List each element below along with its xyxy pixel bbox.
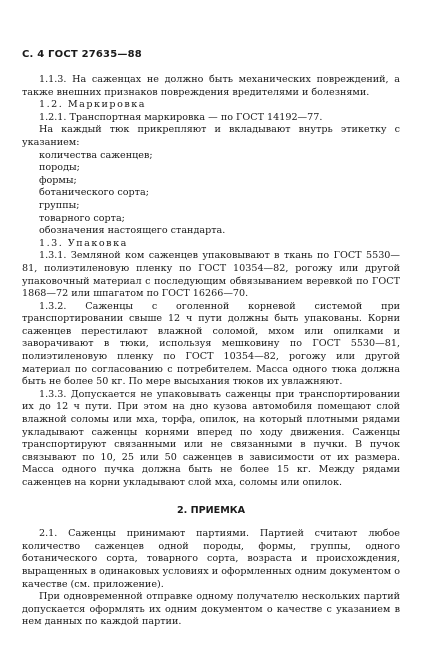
subheading-marking: 1.2. Маркировка	[39, 99, 146, 111]
list-item: товарного сорта;	[39, 212, 125, 224]
paragraph-2-1: 2.1. Саженцы принимают партиями. Партией считают любое количество саженцев одной породы, формы, группы, одного ботанического сорта, товарного сорта, возраста и происхождения, выращенных в одинаковых условиях и оформленных одним документом о качестве (см. приложение).	[22, 528, 400, 590]
paragraph-1-3-1: 1.3.1. Земляной ком саженцев упаковывают в ткань по ГОСТ 5530—81, полиэтиленовую пленку по ГОСТ 10354—82, рогожу или другой упаковочный материал с последующим обвязыванием веревкой по ГОСТ 1868—72 или шпагатом по ГОСТ 16266—70.	[22, 250, 400, 300]
paragraph-1-2-1-label: На каждый тюк прикрепляют и вкладывают внутрь этикетку с указанием:	[22, 124, 400, 148]
paragraph-1-3-2: 1.3.2. Саженцы с оголенной корневой системой при транспортировании свыше 12 ч пути должны быть упакованы. Корни саженцев перестилают влажной соломой, мхом или опилками и заворачивают в тюки, используя мешковину по ГОСТ 5530—81, полиэтиленовую пленку по ГОСТ 10354—82, рогожу или другой материал по согласованию с потребителем. Масса одного тюка должна быть не более 50 кг. По мере высыхания тюков их увлажняют.	[22, 300, 400, 388]
page-header: С. 4 ГОСТ 27635—88	[22, 49, 142, 60]
subheading-packaging: 1.3. Упаковка	[39, 237, 128, 249]
paragraph-1-1-3: 1.1.3. На саженцах не должно быть механических повреждений, а также внешних признаков повреждения вредителями и болезнями.	[22, 74, 400, 98]
document-body	[22, 74, 400, 629]
list-item: породы;	[39, 162, 80, 174]
paragraph-1-2-1: 1.2.1. Транспортная маркировка — по ГОСТ 14192—77.	[39, 111, 323, 123]
list-item: количества саженцев;	[39, 149, 153, 161]
list-item: ботанического сорта;	[39, 187, 149, 199]
paragraph-2-1-continued: При одновременной отправке одному получателю нескольких партий допускается оформлять их одним документом о качестве с указанием в нем данных по каждой партии.	[22, 591, 400, 628]
list-item: обозначения настоящего стандарта.	[39, 225, 226, 237]
list-item: формы;	[39, 174, 77, 186]
list-item: группы;	[39, 199, 80, 211]
section-title-acceptance: 2. ПРИЕМКА	[176, 504, 246, 516]
paragraph-1-3-3: 1.3.3. Допускается не упаковывать саженцы при транспортировании их до 12 ч пути. При этом на дно кузова автомобиля помещают слой влажной соломы или мха, торфа, опилок, на который плотными рядами укладывают саженцы корнями вперед по ходу движения. Саженцы транспортируют связанными или не связанными в пучки. В пучок связывают по 10, 25 или 50 саженцев в зависимости от их размера. Масса одного пучка должна быть не более 15 кг. Между рядами саженцев на корни укладывают слой мха, соломы или опилок.	[22, 388, 400, 488]
